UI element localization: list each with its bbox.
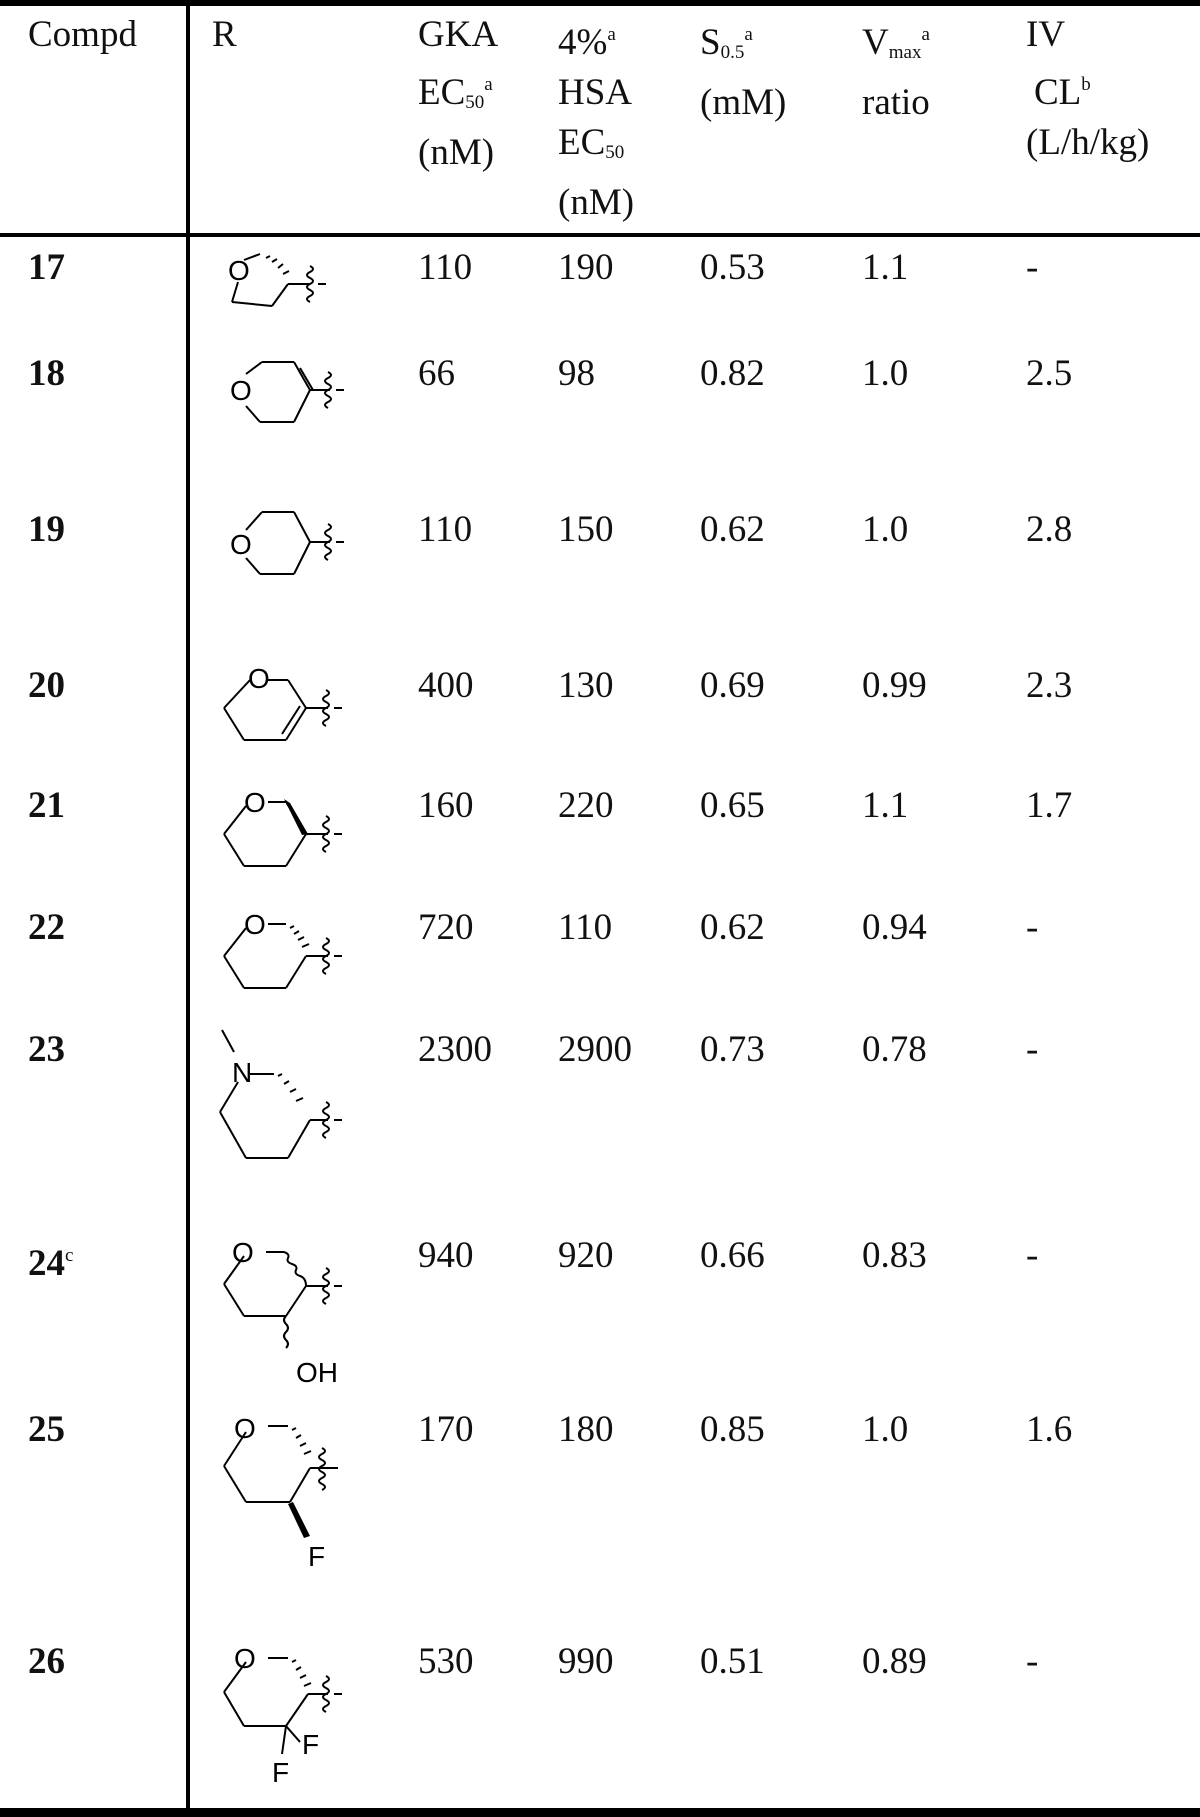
gka-ec50-value: 530 — [418, 1641, 474, 1682]
hsa-ec50-value: 130 — [558, 665, 614, 706]
hsa-ec50-value: 110 — [558, 907, 613, 948]
iv-cl-value: - — [1026, 1641, 1039, 1682]
table-bottom-rule — [0, 1808, 1200, 1817]
header-vmax-ratio: $V_{max}^a$ ratio — [862, 22, 930, 123]
s05-value: 0.66 — [700, 1235, 765, 1276]
oxygen-atom-label: O — [234, 1413, 256, 1444]
s05-value: 0.82 — [700, 353, 765, 394]
iv-cl-value: 2.8 — [1026, 509, 1073, 550]
iv-cl-value: 1.7 — [1026, 785, 1073, 826]
hsa-ec50-value: 2900 — [558, 1029, 632, 1070]
footnote-marker: c — [65, 1245, 74, 1266]
gka-ec50-value: 2300 — [418, 1029, 492, 1070]
gka-ec50-value: 66 — [418, 353, 455, 394]
iv-cl-value: - — [1026, 1029, 1039, 1070]
s05-value: 0.62 — [700, 509, 765, 550]
fluorine-atom-label: F — [308, 1541, 326, 1572]
r-group-structure-17 — [210, 244, 390, 324]
r-group-structure-25 — [210, 1406, 390, 1576]
r-group-structure-22 — [210, 904, 390, 1004]
header-separator-rule — [0, 233, 1200, 237]
oxygen-atom-label: O — [230, 529, 252, 560]
oxygen-atom-label: O — [234, 1643, 256, 1674]
hsa-ec50-value: 220 — [558, 785, 614, 826]
gka-ec50-value: 160 — [418, 785, 474, 826]
oxygen-atom-label: O — [228, 255, 250, 286]
r-group-structure-21 — [210, 782, 390, 882]
compd-id: 24$^c$ — [28, 1243, 74, 1284]
s05-value: 0.51 — [700, 1641, 765, 1682]
r-group-structure-26 — [210, 1638, 390, 1798]
fluorine-atom-label: F — [272, 1757, 290, 1788]
hydroxyl-label: OH — [296, 1357, 338, 1388]
compd-id: 23 — [28, 1029, 65, 1070]
header-s05: $S_{0.5}^a$ (mM) — [700, 22, 787, 123]
hsa-ec50-value: 98 — [558, 353, 595, 394]
compd-id: 25 — [28, 1409, 65, 1450]
gka-ec50-value: 720 — [418, 907, 474, 948]
iv-cl-value: - — [1026, 1235, 1039, 1276]
oxygen-atom-label: O — [248, 663, 270, 694]
gka-ec50-value: 110 — [418, 247, 473, 288]
r-group-structure-24 — [210, 1232, 390, 1392]
iv-cl-value: 1.6 — [1026, 1409, 1073, 1450]
vmax-ratio-value: 0.99 — [862, 665, 927, 706]
compd-id: 19 — [28, 509, 65, 550]
header-r: R — [212, 14, 237, 55]
nitrogen-atom-label: N — [232, 1057, 253, 1088]
compd-id: 20 — [28, 665, 65, 706]
hsa-ec50-value: 190 — [558, 247, 614, 288]
vmax-ratio-value: 0.78 — [862, 1029, 927, 1070]
r-group-structure-18 — [210, 350, 390, 440]
table-top-rule — [0, 0, 1200, 6]
r-group-structure-20 — [210, 660, 390, 760]
gka-ec50-value: 110 — [418, 509, 473, 550]
gka-ec50-value: 170 — [418, 1409, 474, 1450]
hsa-ec50-value: 990 — [558, 1641, 614, 1682]
header-compd: Compd — [28, 14, 137, 55]
vmax-ratio-value: 1.1 — [862, 785, 909, 826]
gka-ec50-value: 940 — [418, 1235, 474, 1276]
vmax-ratio-value: 0.94 — [862, 907, 927, 948]
s05-value: 0.73 — [700, 1029, 765, 1070]
oxygen-atom-label: O — [230, 375, 252, 406]
compd-id: 22 — [28, 907, 65, 948]
r-group-structure-23 — [210, 1024, 390, 1164]
header-iv-cl: IV $CL^b$ (L/h/kg) — [1026, 14, 1150, 163]
vmax-ratio-value: 1.0 — [862, 509, 909, 550]
vmax-ratio-value: 0.89 — [862, 1641, 927, 1682]
vmax-ratio-value: 1.0 — [862, 353, 909, 394]
iv-cl-value: 2.3 — [1026, 665, 1073, 706]
vmax-ratio-value: 1.1 — [862, 247, 909, 288]
oxygen-atom-label: O — [244, 787, 266, 818]
s05-value: 0.85 — [700, 1409, 765, 1450]
column-separator-line — [186, 6, 190, 1808]
r-group-structure-19 — [210, 502, 390, 592]
oxygen-atom-label: O — [232, 1237, 254, 1268]
iv-cl-value: 2.5 — [1026, 353, 1073, 394]
iv-cl-value: - — [1026, 247, 1039, 288]
iv-cl-value: - — [1026, 907, 1039, 948]
compd-id: 21 — [28, 785, 65, 826]
s05-value: 0.53 — [700, 247, 765, 288]
compd-id: 18 — [28, 353, 65, 394]
gka-ec50-value: 400 — [418, 665, 474, 706]
vmax-ratio-value: 0.83 — [862, 1235, 927, 1276]
compd-id: 17 — [28, 247, 65, 288]
hsa-ec50-value: 150 — [558, 509, 614, 550]
hsa-ec50-value: 920 — [558, 1235, 614, 1276]
s05-value: 0.65 — [700, 785, 765, 826]
compd-id: 26 — [28, 1641, 65, 1682]
fluorine-atom-label: F — [302, 1729, 320, 1760]
oxygen-atom-label: O — [244, 909, 266, 940]
hsa-ec50-value: 180 — [558, 1409, 614, 1450]
header-hsa-ec50: 4%$^a$ HSA $EC_{50}$ (nM) — [558, 22, 635, 223]
s05-value: 0.62 — [700, 907, 765, 948]
s05-value: 0.69 — [700, 665, 765, 706]
vmax-ratio-value: 1.0 — [862, 1409, 909, 1450]
header-gka-ec50: GKA $EC_{50}^a$ (nM) — [418, 14, 499, 173]
